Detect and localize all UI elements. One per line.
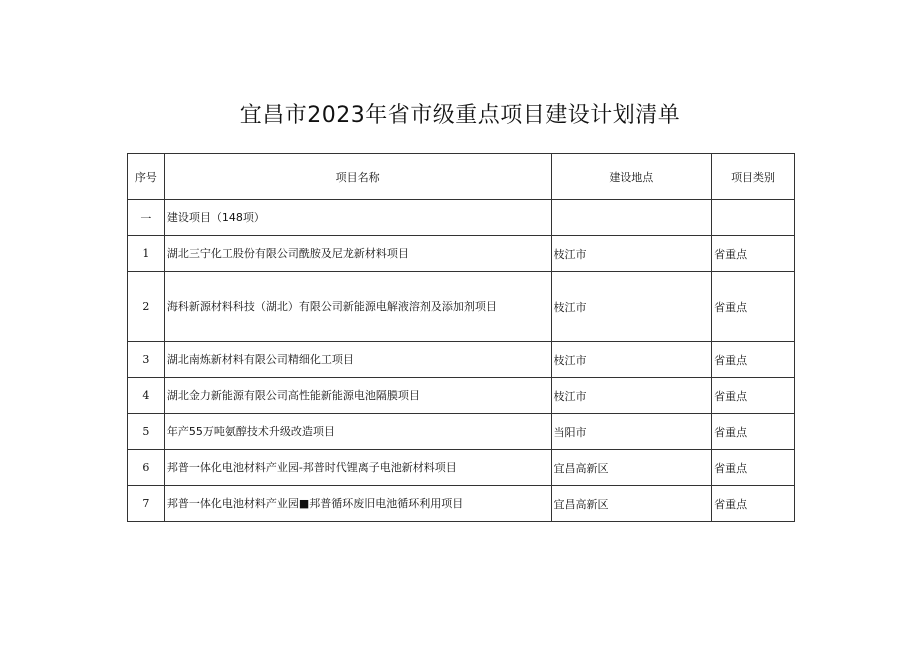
row-project-name: 年产55万吨氨醇技术升级改造项目	[164, 414, 551, 450]
table-row	[128, 486, 795, 522]
row-category: 省重点	[712, 450, 795, 486]
header-no: 序号	[128, 154, 165, 200]
section-row	[128, 200, 795, 236]
row-location: 宜昌高新区	[551, 486, 712, 522]
table-row	[128, 342, 795, 378]
project-table	[127, 153, 795, 522]
row-no: 3	[128, 342, 165, 378]
row-location: 宜昌高新区	[551, 450, 712, 486]
section-location-empty	[551, 200, 712, 236]
document-title: 宜昌市2023年省市级重点项目建设计划清单	[239, 103, 681, 128]
row-no: 5	[128, 414, 165, 450]
row-project-name: 湖北南炼新材料有限公司精细化工项目	[164, 342, 551, 378]
row-project-name: 邦普一体化电池材料产业园■邦普循环废旧电池循环利用项目	[164, 486, 551, 522]
row-no: 7	[128, 486, 165, 522]
table-row	[128, 414, 795, 450]
row-category: 省重点	[712, 378, 795, 414]
table-row	[128, 272, 795, 342]
row-category: 省重点	[712, 236, 795, 272]
row-category: 省重点	[712, 414, 795, 450]
table-row	[128, 378, 795, 414]
row-location: 当阳市	[551, 414, 712, 450]
row-no: 1	[128, 236, 165, 272]
table-row	[128, 236, 795, 272]
section-no: 一	[128, 200, 165, 236]
row-project-name: 湖北金力新能源有限公司高性能新能源电池隔膜项目	[164, 378, 551, 414]
section-category-empty	[712, 200, 795, 236]
header-location: 建设地点	[551, 154, 712, 200]
row-location: 枝江市	[551, 342, 712, 378]
row-project-name: 海科新源材料科技（湖北）有限公司新能源电解液溶剂及添加剂项目	[164, 272, 551, 342]
row-no: 4	[128, 378, 165, 414]
row-category: 省重点	[712, 486, 795, 522]
row-category: 省重点	[712, 272, 795, 342]
row-location: 枝江市	[551, 236, 712, 272]
row-project-name: 湖北三宁化工股份有限公司酰胺及尼龙新材料项目	[164, 236, 551, 272]
row-project-name: 邦普一体化电池材料产业园-邦普时代锂离子电池新材料项目	[164, 450, 551, 486]
row-no: 6	[128, 450, 165, 486]
header-name: 项目名称	[164, 154, 551, 200]
section-label: 建设项目（148项）	[164, 200, 551, 236]
row-location: 枝江市	[551, 272, 712, 342]
row-location: 枝江市	[551, 378, 712, 414]
row-no: 2	[128, 272, 165, 342]
header-category: 项目类别	[712, 154, 795, 200]
table-row	[128, 450, 795, 486]
row-category: 省重点	[712, 342, 795, 378]
table-header-row	[128, 154, 795, 200]
